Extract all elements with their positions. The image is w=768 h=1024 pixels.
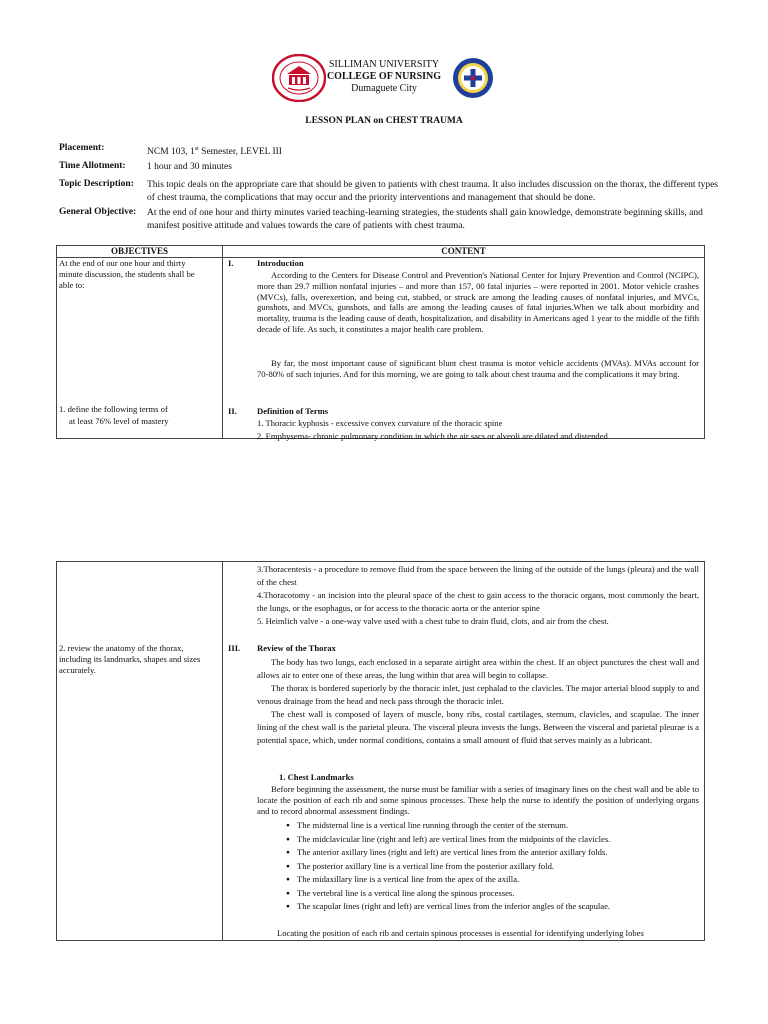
content-cell-2 xyxy=(223,562,705,941)
content-header: CONTENT xyxy=(223,246,705,258)
general-objective-label: General Objective: xyxy=(59,207,137,217)
thorax-paragraph-3: The chest wall is composed of layers of muscle, bony ribs, costal cartilages, sternum, clavicles, and scapulae. The inner lining of the chest wall is the parietal pleura. The visceral pleura invests the lungs. Between the visceral and parietal pleurae is a potential space, which, under normal conditions, contains a small amount of fluid that serves mainly as a lubricant. xyxy=(257,709,699,746)
objective-1: 1. define the following terms of xyxy=(59,404,168,414)
objective-2: 2. review the anatomy of the thorax, including its landmarks, shapes and sizes accurately. xyxy=(59,643,201,676)
list-item: ● The vertebral line is a vertical line along the spinous processes. xyxy=(297,888,514,899)
section-3-title: Review of the Thorax xyxy=(257,643,336,653)
list-item: ● The posterior axillary line is a vertical line from the posterior axillary fold. xyxy=(297,861,554,872)
objectives-header: OBJECTIVES xyxy=(57,246,223,258)
intro-paragraph-1: According to the Centers for Disease Control and Prevention's National Center for Injury Prevention and Control (NCIPC), more than 29.7 million nonfatal injuries – and more than 157, 00 fatal injuries – were reported in 2001. Motor vehicle crashes (MVCs), falls, overexertion, and being cut, stabbed, or struck are among the leading causes of nonfatal injuries, and MVCs, gunshots, and MVCs, gunshots, and falls are among the leading causes of fatal injuries.When we talk about morbidity and mortality, trauma is the leading cause of death, hospitalization, and disability in Americans aged 1 year to the middle of the fifth decade of life. As such, it constitutes a major health care problem. xyxy=(257,270,699,334)
list-item: ● The midaxillary line is a vertical line from the apex of the axilla. xyxy=(297,874,519,885)
time-allotment-value: 1 hour and 30 minutes xyxy=(147,162,232,172)
definition-5: 5. Heimlich valve - a one-way valve used with a chest tube to drain fluid, clots, and air from the chest. xyxy=(257,616,609,626)
time-allotment-label: Time Allotment: xyxy=(59,161,126,171)
objective-intro: At the end of our one hour and thirty minute discussion, the students shall be able to: xyxy=(59,258,195,291)
topic-description-label: Topic Description: xyxy=(59,179,134,189)
section-2-title: Definition of Terms xyxy=(257,406,329,416)
placement-value: NCM 103, 1st Semester, LEVEL III xyxy=(147,146,282,158)
objectives-cell xyxy=(57,258,223,439)
locating-ribs-text: Locating the position of each rib and certain spinous processes is essential for identifying underlying lobes xyxy=(277,928,644,938)
list-item: ● The anterior axillary lines (right and left) are vertical lines from the anterior axillary folds. xyxy=(297,847,607,858)
placement-label: Placement: xyxy=(59,143,105,153)
definition-1: 1. Thoracic kyphosis - excessive convex curvature of the thoracic spine xyxy=(257,418,503,428)
definition-2: 2. Emphysema- chronic pulmonary condition in which the air sacs or alveoli are dilated and distended xyxy=(257,431,608,441)
chest-landmarks-paragraph: Before beginning the assessment, the nurse must be familiar with a series of imaginary lines on the chest wall and be able to locate the position of each rib and some spinous processes. These help the nurse to identify the position of underlying organs and to record abnormal assessment findings. xyxy=(257,784,699,816)
list-item: ● The midclavicular line (right and left) are vertical lines from the midpoints of the clavicles. xyxy=(297,834,610,845)
general-objective-value: At the end of one hour and thirty minutes varied teaching-learning strategies, the students shall gain knowledge, demonstrate beginning skills, and manifest positive attitude and values towards the care of patients with chest trauma. xyxy=(147,208,703,231)
list-item: ● The midsternal line is a vertical line running through the center of the sternum. xyxy=(297,820,568,831)
university-name: SILLIMAN UNIVERSITY xyxy=(328,59,440,70)
lesson-table-page-1 xyxy=(56,245,705,439)
list-item: ● The scapular lines (right and left) are vertical lines from the inferior angles of the scapulae. xyxy=(297,901,610,912)
definition-4: 4.Thoracotomy - an incision into the pleural space of the chest to gain access to the thoracic organs, most commonly the heart, the lungs, or the esophagus, or for access to the thoracic aorta or the anterior spine xyxy=(257,590,699,613)
section-2-number: II. xyxy=(228,406,237,416)
lesson-table-page-2 xyxy=(56,561,705,941)
page-title: LESSON PLAN on CHEST TRAUMA xyxy=(305,116,463,126)
section-1-title: Introduction xyxy=(257,258,304,268)
objective-1-detail: at least 76% level of mastery xyxy=(69,416,169,426)
chest-landmarks-title: 1. Chest Landmarks xyxy=(279,772,354,782)
thorax-paragraph-2: The thorax is bordered superiorly by the thoracic inlet, just cephalad to the clavicles. The major arterial blood supply to and venous drainage from the head and neck pass through the thoracic inlet. xyxy=(257,683,699,706)
section-3-number: III. xyxy=(228,643,241,653)
intro-paragraph-2: By far, the most important cause of significant blunt chest trauma is motor vehicle accidents (MVAs). MVAs account for 70-80% of such injuries. And for this morning, we are going to talk about chest trauma and the complications it may bring. xyxy=(257,358,699,379)
objectives-cell-2 xyxy=(57,562,223,941)
topic-description-value: This topic deals on the appropriate care that should be given to patients with chest trauma. It also includes discussion on the thorax, the different types of chest trauma, the complications that may occur and the priority interventions and management that should be done. xyxy=(147,180,718,203)
section-1-number: I. xyxy=(228,258,234,268)
city-name: Dumaguete City xyxy=(351,83,417,94)
content-cell xyxy=(223,258,705,439)
college-name: COLLEGE OF NURSING xyxy=(326,71,442,82)
thorax-paragraph-1: The body has two lungs, each enclosed in a separate airtight area within the chest. If an object punctures the chest wall and allows air to enter one of these areas, the lung within that area will begin to collapse. xyxy=(257,657,699,680)
definition-3: 3.Thoracentesis - a procedure to remove fluid from the space between the lining of the outside of the lungs (pleura) and the wall of the chest xyxy=(257,564,699,587)
